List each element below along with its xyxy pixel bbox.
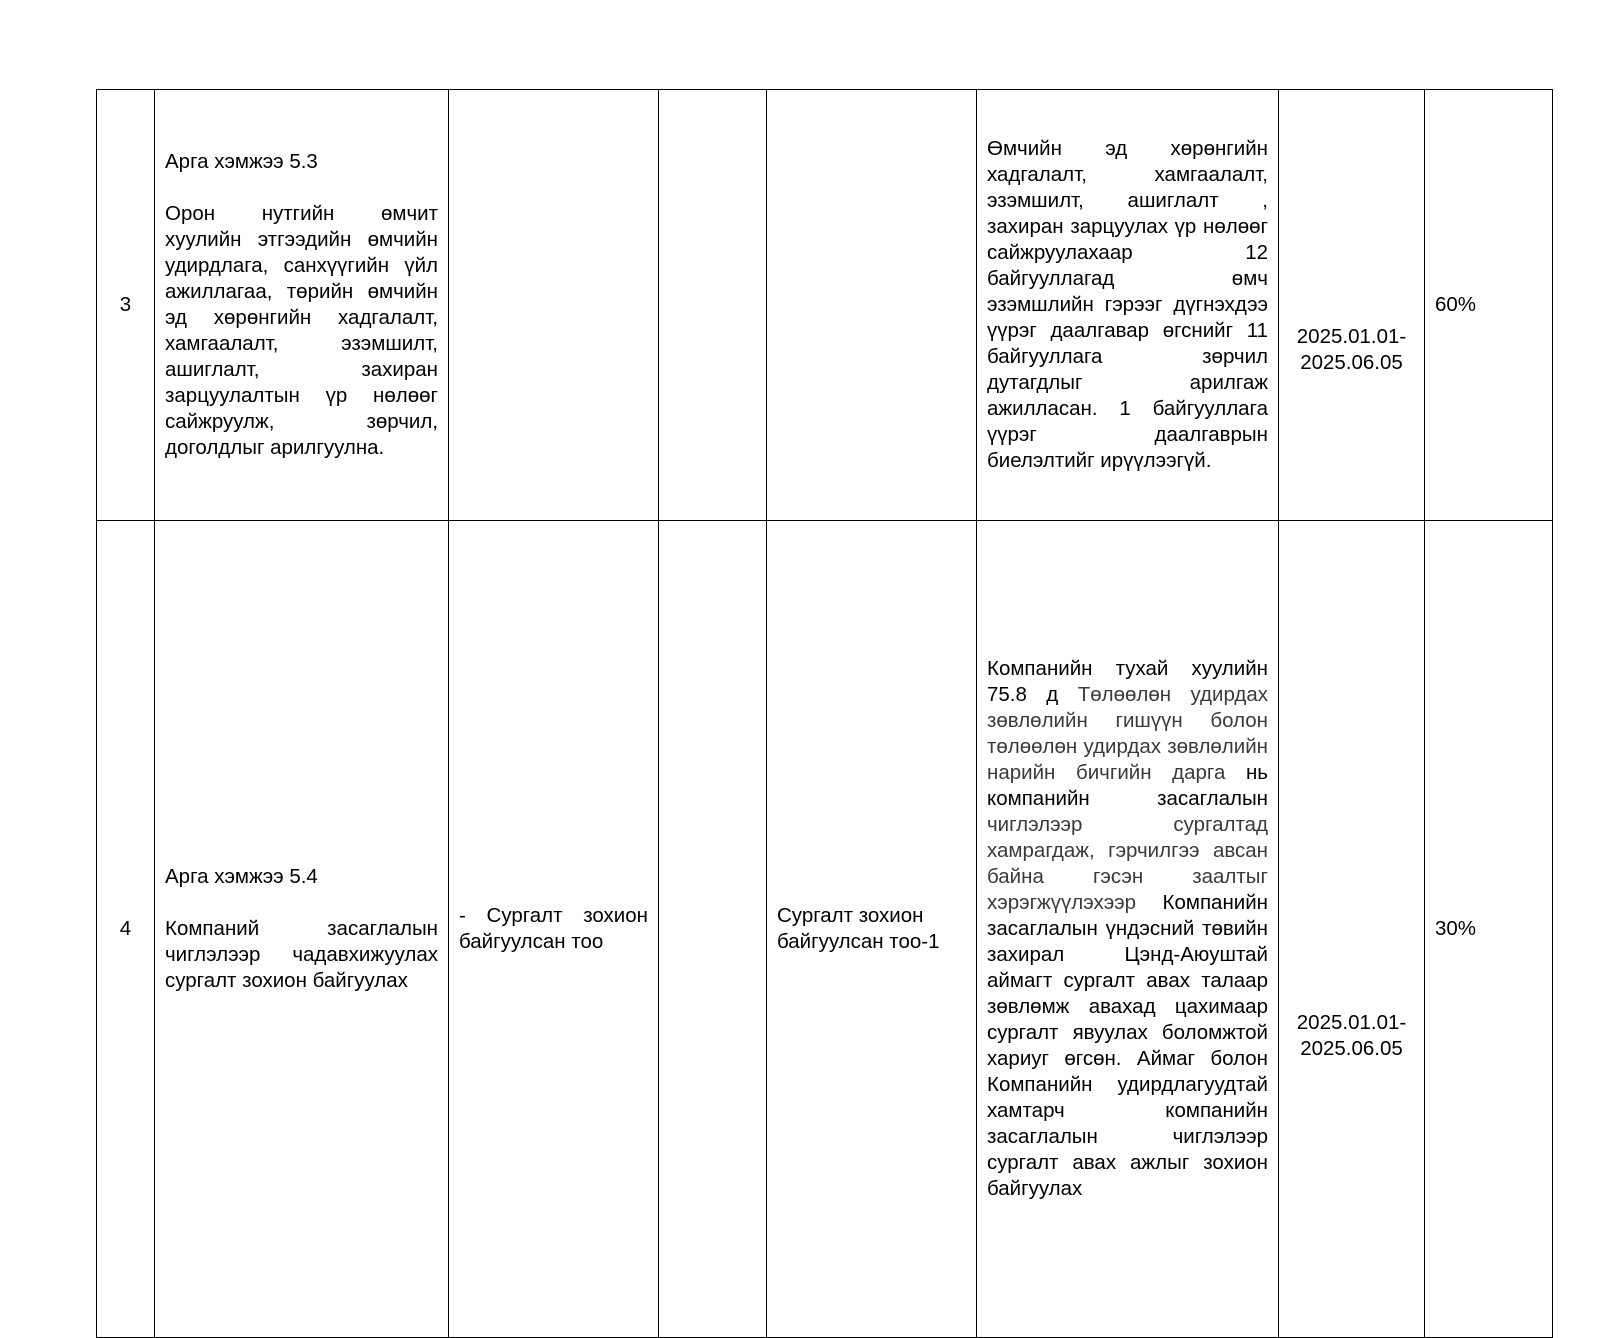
- percent-cell: 30%: [1425, 521, 1553, 1338]
- target-cell: [767, 90, 977, 521]
- target-cell: Сургалт зохион байгуулсан тоо-1: [767, 521, 977, 1338]
- period-cell: 2025.01.01-2025.06.05: [1279, 521, 1425, 1338]
- measure-title: Арга хэмжээ 5.4: [165, 865, 318, 888]
- action-plan-table: [96, 89, 1553, 1338]
- measure-cell: [155, 521, 449, 1338]
- indicator-cell: - Сургалт зохион байгуулсан тоо: [449, 521, 659, 1338]
- measure-description: Компаний засаглалын чиглэлээр чадавхижуулах сургалт зохион байгуулах: [165, 917, 438, 992]
- table-row: [97, 90, 1553, 521]
- progress-cell: [977, 521, 1279, 1338]
- baseline-cell: [659, 90, 767, 521]
- measure-title: Арга хэмжээ 5.3: [165, 150, 318, 173]
- indicator-cell: [449, 90, 659, 521]
- progress-text-part: Компанийн засаглалын үндэсний төвийн захирал Цэнд-Аюуштай аймагт сургалт авах талаар зөвлөмж авахад цахимаар сургалт явуулах боломжтой хариуг өгсөн. Аймаг болон Компанийн удирдлагуудтай хамтарч компанийн засаглалын чиглэлээр сургалт авах ажлыг зохион байгуулах: [987, 891, 1268, 1200]
- row-number: 3: [97, 90, 155, 521]
- progress-text-part: Компанийн тухай хуулийн 75.8 д: [987, 657, 1268, 706]
- progress-cell: Өмчийн эд хөрөнгийн хадгалалт, хамгаалалт, эзэмшилт, ашиглалт , захиран зарцуулах үр нөлөөг сайжруулахаар 12 байгууллагад өмч эзэмшлийн гэрээг дүгнэхдээ үүрэг даалгавар өгснийг 11 байгууллага зөрчил дутагдлыг арилгаж ажилласан. 1 байгууллага үүрэг даалгаврын биелэлтийг ирүүлээгүй.: [977, 90, 1279, 521]
- progress-text-part: чиглэлээр сургалтад хамрагдаж, гэрчилгээ авсан байна гэсэн заалтыг хэрэгжүүлэхээр: [987, 813, 1268, 914]
- row-number: 4: [97, 521, 155, 1338]
- progress-text-part: Төлөөлөн удирдах зөвлөлийн гишүүн болон төлөөлөн удирдах зөвлөлийн нарийн бичгийн дарга: [987, 683, 1268, 784]
- baseline-cell: [659, 521, 767, 1338]
- percent-cell: 60%: [1425, 90, 1553, 521]
- progress-text-part: нь компанийн засаглалын: [987, 761, 1268, 810]
- measure-cell: [155, 90, 449, 521]
- period-cell: 2025.01.01-2025.06.05: [1279, 90, 1425, 521]
- measure-description: Орон нутгийн өмчит хуулийн этгээдийн өмчийн удирдлага, санхүүгийн үйл ажиллагаа, төрийн өмчийн эд хөрөнгийн хадгалалт, хамгаалалт, эзэмшилт, ашиглалт, захиран зарцуулалтын үр нөлөөг сайжруулж, зөрчил, доголдлыг арилгуулна.: [165, 202, 438, 459]
- table-row: [97, 521, 1553, 1338]
